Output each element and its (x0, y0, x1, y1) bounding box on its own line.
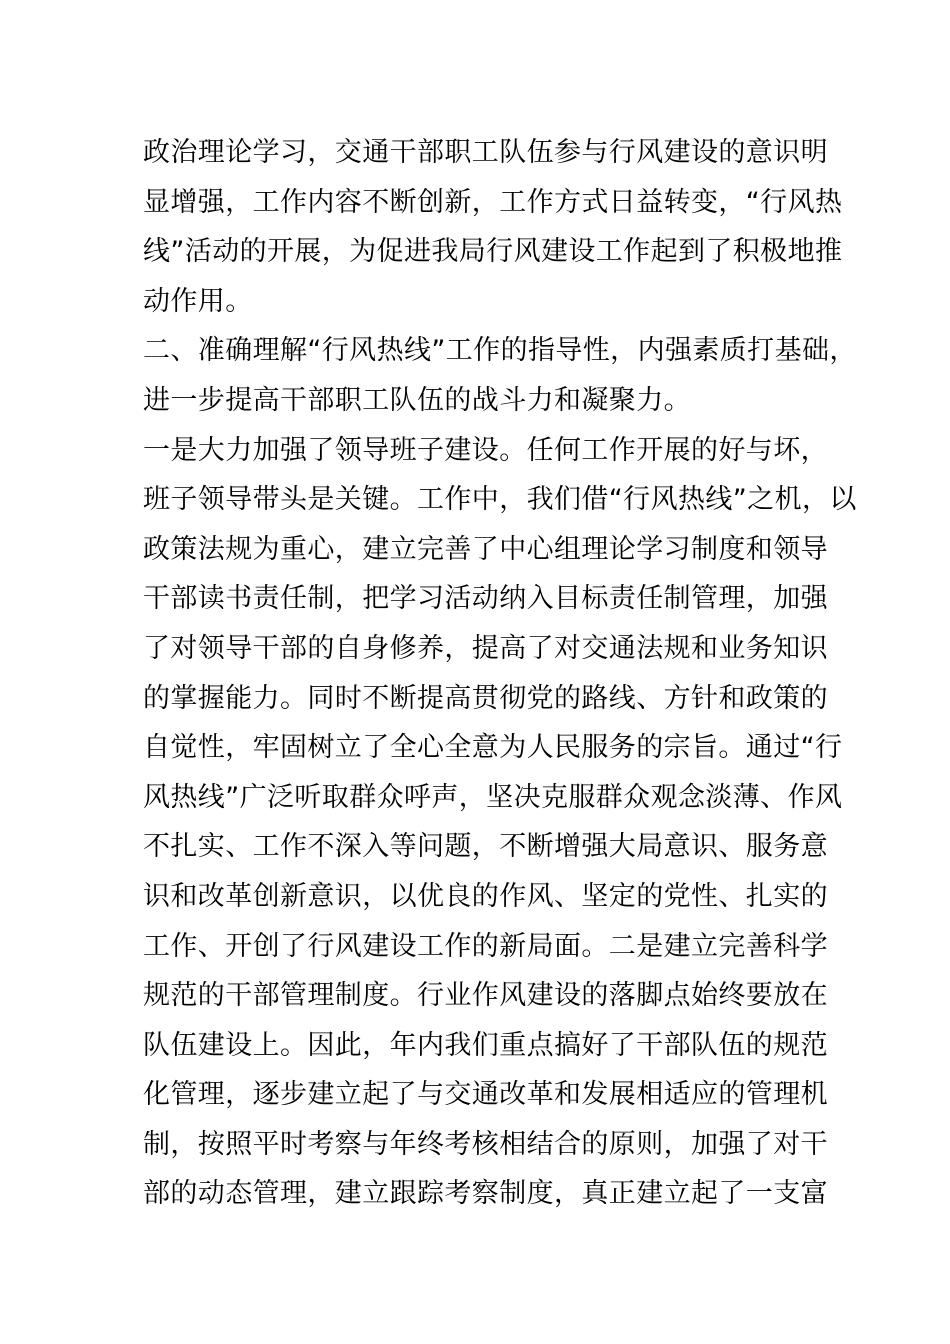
text-line: 不扎实、工作不深入等问题，不断增强大局意识、服务意 (143, 831, 828, 863)
text-line: 自觉性，牢固树立了全心全意为人民服务的宗旨。通过“行 (143, 732, 843, 764)
text-line: 干部读书责任制，把学习活动纳入目标责任制管理，加强 (143, 583, 828, 615)
text-line: 政策法规为重心，建立完善了中心组理论学习制度和领导 (143, 533, 828, 565)
text-line: 制，按照平时考察与年终考核相结合的原则，加强了对干 (143, 1128, 828, 1160)
text-line: 班子领导带头是关键。工作中，我们借“行风热线”之机，以 (143, 484, 857, 516)
text-line: 队伍建设上。因此，年内我们重点搞好了干部队伍的规范 (143, 1029, 828, 1061)
text-line: 显增强，工作内容不断创新，工作方式日益转变，“行风热 (143, 186, 843, 218)
text-line: 政治理论学习，交通干部职工队伍参与行风建设的意识明 (143, 137, 828, 168)
text-line: 风热线”广泛听取群众呼声，坚决克服群众观念淡薄、作风 (143, 781, 843, 813)
text-line: 线”活动的开展，为促进我局行风建设工作起到了积极地推 (143, 236, 843, 268)
text-line: 化管理，逐步建立起了与交通改革和发展相适应的管理机 (143, 1079, 828, 1111)
section-heading-line: 二、准确理解“行风热线”工作的指导性，内强素质打基础， (143, 335, 857, 367)
text-line: 识和改革创新意识，以优良的作风、坚定的党性、扎实的 (143, 880, 828, 912)
text-line: 规范的干部管理制度。行业作风建设的落脚点始终要放在 (143, 980, 828, 1012)
text-line: 了对领导干部的自身修养，提高了对交通法规和业务知识 (143, 632, 828, 664)
text-line: 的掌握能力。同时不断提高贯彻党的路线、方针和政策的 (143, 682, 828, 714)
body-text (143, 128, 857, 1219)
text-line: 动作用。 (143, 285, 253, 317)
section-heading-line: 进一步提高干部职工队伍的战斗力和凝聚力。 (143, 384, 691, 416)
text-line: 一是大力加强了领导班子建设。任何工作开展的好与坏， (143, 434, 828, 466)
text-line: 部的动态管理，建立跟踪考察制度，真正建立起了一支富 (143, 1178, 828, 1210)
text-line: 工作、开创了行风建设工作的新局面。二是建立完善科学 (143, 930, 828, 962)
